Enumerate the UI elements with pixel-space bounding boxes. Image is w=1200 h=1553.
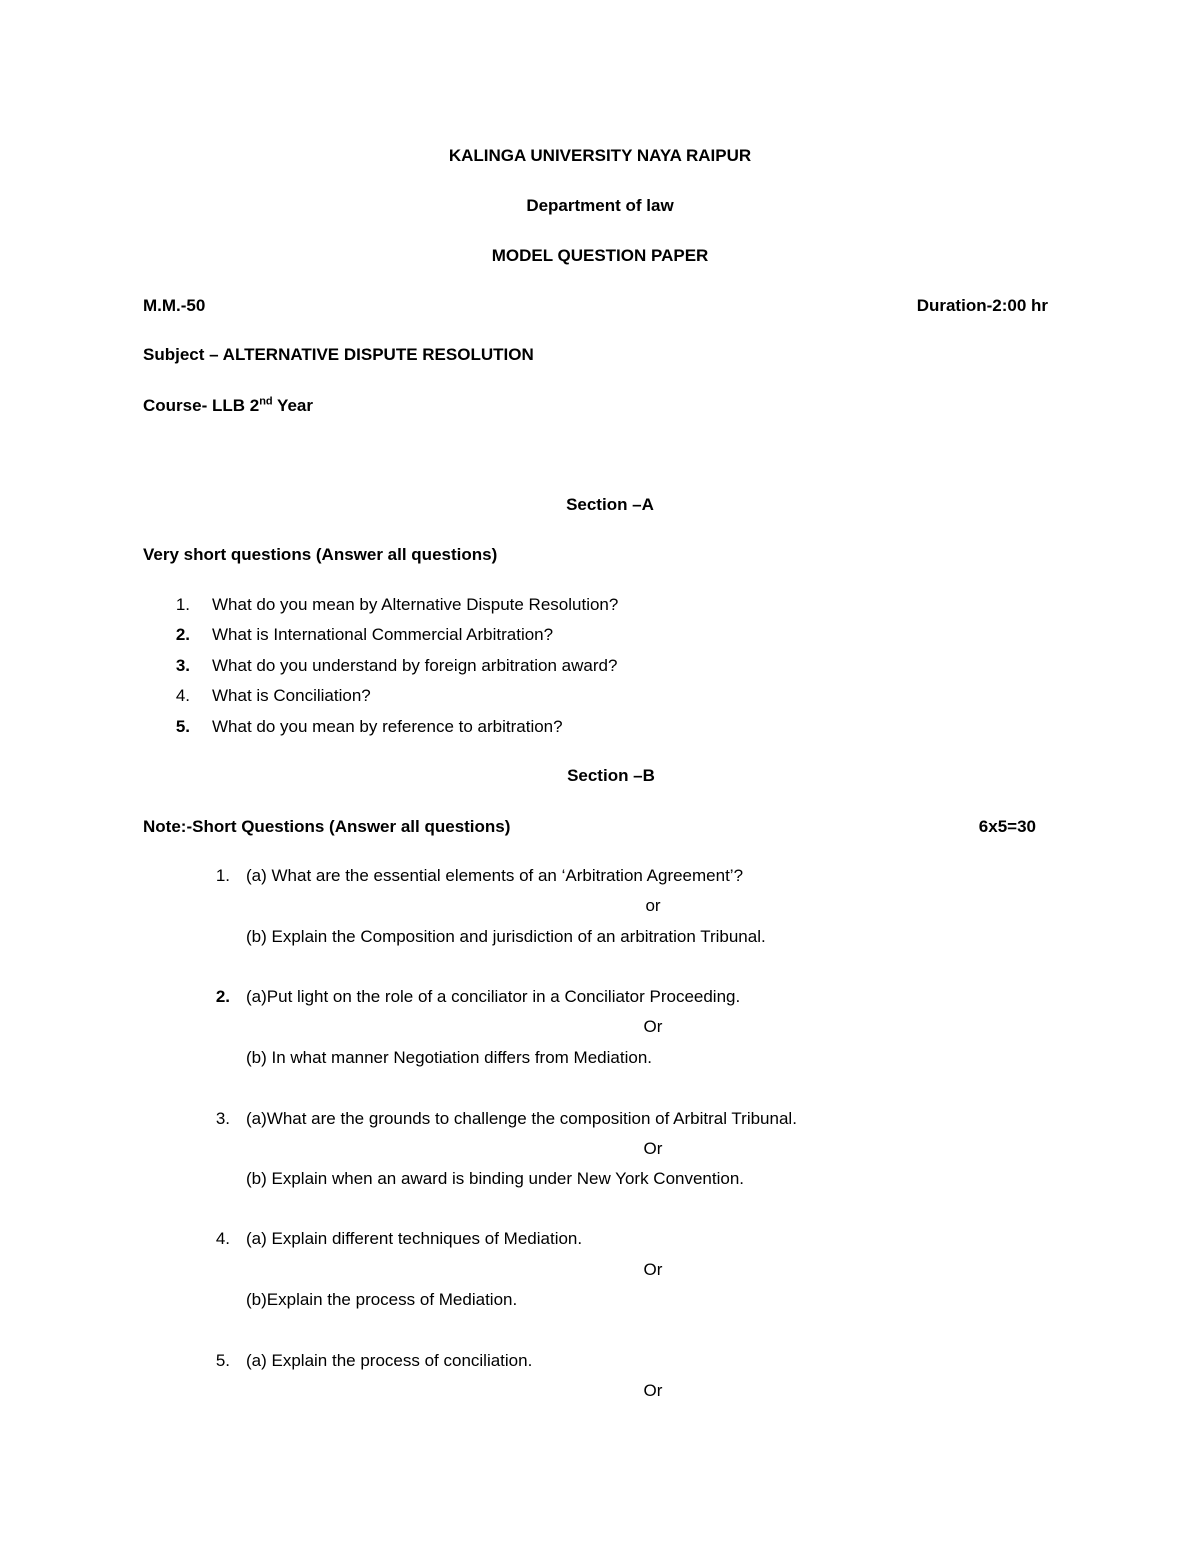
section-b-q1-part-b: (b) Explain the Composition and jurisdiction of an arbitration Tribunal. <box>246 927 766 946</box>
course-suffix: Year <box>272 396 313 415</box>
section-a-q1-number: 1. <box>175 595 190 614</box>
section-b-q5-number: 5. <box>215 1351 230 1370</box>
section-b-q2-part-b: (b) In what manner Negotiation differs from Mediation. <box>246 1048 652 1067</box>
section-b-q5-or: Or <box>643 1381 663 1400</box>
section-a-q2-text: What is International Commercial Arbitration? <box>212 625 554 644</box>
section-b-q4-number: 4. <box>215 1229 230 1248</box>
section-a-q5-text: What do you mean by reference to arbitration? <box>212 717 563 736</box>
paper-title: MODEL QUESTION PAPER <box>491 246 709 265</box>
university-name: KALINGA UNIVERSITY NAYA RAIPUR <box>448 146 752 165</box>
section-b-q2-or: Or <box>643 1017 663 1036</box>
section-b-q1-part-a: (a) What are the essential elements of an ‘Arbitration Agreement’? <box>246 866 744 885</box>
section-b-q3-part-a: (a)What are the grounds to challenge the composition of Arbitral Tribunal. <box>246 1109 797 1128</box>
section-a-q4-text: What is Conciliation? <box>212 686 371 705</box>
section-b-q4-or: Or <box>643 1260 663 1279</box>
course-line <box>143 396 313 416</box>
course-superscript: nd <box>259 395 273 408</box>
section-a-q2-number: 2. <box>175 625 190 644</box>
department-name: Department of law <box>526 196 674 215</box>
duration: Duration-2:00 hr <box>916 296 1048 315</box>
section-b-instruction: Note:-Short Questions (Answer all questions) <box>143 817 511 836</box>
section-b-q3-part-b: (b) Explain when an award is binding under New York Convention. <box>246 1169 745 1188</box>
section-b-q1-number: 1. <box>215 866 230 885</box>
section-b-q2-part-a: (a)Put light on the role of a conciliator in a Conciliator Proceeding. <box>246 987 741 1006</box>
section-b-q4-part-a: (a) Explain different techniques of Mediation. <box>246 1229 583 1248</box>
section-b-title: Section –B <box>567 766 655 785</box>
section-b-q5-part-a: (a) Explain the process of conciliation. <box>246 1351 533 1370</box>
section-b-marks: 6x5=30 <box>978 817 1036 836</box>
section-b-q1-or: or <box>645 896 661 915</box>
section-b-q3-or: Or <box>643 1139 663 1158</box>
section-a-q4-number: 4. <box>175 686 190 705</box>
section-a-q3-text: What do you understand by foreign arbitration award? <box>212 656 618 675</box>
section-a-instruction: Very short questions (Answer all questions) <box>143 545 498 564</box>
subject-line: Subject – ALTERNATIVE DISPUTE RESOLUTION <box>143 345 534 364</box>
section-a-q5-number: 5. <box>175 717 190 736</box>
section-b-q4-part-b: (b)Explain the process of Mediation. <box>246 1290 518 1309</box>
section-a-title: Section –A <box>566 495 654 514</box>
section-b-q3-number: 3. <box>215 1109 230 1128</box>
section-a-q1-text: What do you mean by Alternative Dispute Resolution? <box>212 595 619 614</box>
section-b-q2-number: 2. <box>215 987 230 1006</box>
max-marks: M.M.-50 <box>143 296 206 315</box>
section-a-q3-number: 3. <box>175 656 190 675</box>
course-prefix: Course- LLB 2 <box>143 396 260 415</box>
